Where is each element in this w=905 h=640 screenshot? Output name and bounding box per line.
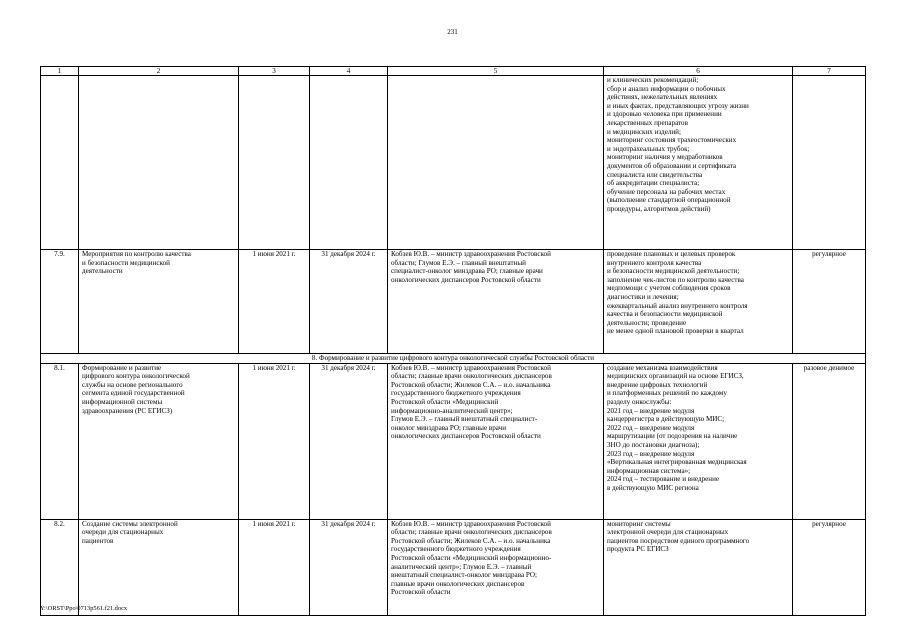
text-line: очереди для стационарных xyxy=(82,528,164,537)
file-path-footer: Y:\ORST\Ppo\0713p561.f21.docx xyxy=(40,605,128,612)
text-line: мониторинг состояния трахеостомических xyxy=(607,136,737,145)
text-line: и эндотрахеальных трубок; xyxy=(607,144,690,153)
text-line: и медицинских изделий; xyxy=(607,127,681,136)
activity-type: разовое денимое xyxy=(793,363,866,519)
text-line: информационной системы xyxy=(82,397,163,406)
text-line: диагностики и лечения; xyxy=(607,292,679,301)
start-date: 1 июня 2021 г. xyxy=(239,250,310,354)
text-line: Глумов Е.Э. – главный внештатный специалист- xyxy=(391,415,538,424)
text-line: онкологических диспансеров Ростовской области xyxy=(391,432,541,441)
column-number-row xyxy=(41,67,866,76)
text-line: области; главные врачи онкологических диспансеров xyxy=(391,372,552,381)
text-line: государственного бюджетного учреждения xyxy=(391,389,521,398)
col-header-3: 3 xyxy=(239,67,310,76)
text-line: специалиста или свидетельства xyxy=(607,170,703,179)
text-line: обучение персонала на рабочих местах xyxy=(607,187,726,196)
cell-result xyxy=(604,76,793,250)
col-header-4: 4 xyxy=(310,67,388,76)
col-header-5: 5 xyxy=(388,67,604,76)
text-line: и клинических рекомендаций; xyxy=(607,76,699,84)
start-date: 1 июня 2021 г. xyxy=(239,363,310,519)
text-line: онкологических диспансеров Ростовской области xyxy=(391,275,541,284)
cell-num xyxy=(41,76,79,250)
text-line: мониторинг системы xyxy=(607,519,671,528)
text-line: Ростовской области «Медицинский информационно- xyxy=(391,553,552,562)
text-line: информационная система»; xyxy=(607,466,691,475)
text-line: внештатный специалист-онколог минздрава РО; xyxy=(391,571,537,580)
start-date: 1 июня 2021 г. xyxy=(239,519,310,615)
text-line: информационно-аналитический центр»; xyxy=(391,406,513,415)
text-line: продукта РС ЕГИСЗ xyxy=(607,545,669,554)
activity-name xyxy=(79,250,239,354)
text-line: Кобзев Ю.В. – министр здравоохранения Ростовской xyxy=(391,250,551,258)
text-line: сбор и анализ информации о побочных xyxy=(607,84,726,93)
text-line: Ростовской области; Жилеков С.А. – и.о. начальника xyxy=(391,380,551,389)
text-line: маршрутизации (от подозрения на наличие xyxy=(607,432,738,441)
continuation-row xyxy=(41,76,866,250)
result xyxy=(604,363,793,519)
text-line: онколог минздрава РО; главные врачи xyxy=(391,423,506,432)
text-line: ежеквартальный анализ внутреннего контроля xyxy=(607,301,748,310)
text-line: лекарственных препаратов xyxy=(607,118,688,127)
text-line: медицинских организаций на основе ЕГИСЗ, xyxy=(607,372,744,381)
responsible xyxy=(388,519,604,615)
text-line: процедуры, алгоритмов действий) xyxy=(607,204,711,213)
col-header-2: 2 xyxy=(79,67,239,76)
text-line: цифрового контура онкологической xyxy=(82,372,190,381)
text-line: не менее одной плановой проверки в квартал xyxy=(607,327,744,336)
table-row xyxy=(41,363,866,519)
text-line: и безопасности медицинской деятельности; xyxy=(607,267,740,276)
text-line: и иных фактах, представляющих угрозу жизни xyxy=(607,101,749,110)
text-line: и платформенных решений по каждому xyxy=(607,389,727,398)
text-line: ЗНО до постановки диагноза); xyxy=(607,440,700,449)
cell-name xyxy=(79,76,239,250)
end-date: 31 декабря 2024 г. xyxy=(310,519,388,615)
text-line: Мероприятия по контролю качества xyxy=(82,250,191,258)
text-line: 2024 год – тестирование и внедрение xyxy=(607,475,720,484)
page-number: 231 xyxy=(447,28,458,36)
text-line: Создание системы электронной xyxy=(82,519,178,528)
cell-start xyxy=(239,76,310,250)
cell-type xyxy=(793,76,866,250)
text-line: деятельности xyxy=(82,267,123,276)
end-date: 31 декабря 2024 г. xyxy=(310,363,388,519)
responsible xyxy=(388,250,604,354)
text-line: и здоровью человека при применении xyxy=(607,110,722,119)
text-line: электронной очереди для стационарных xyxy=(607,528,729,537)
text-line: Кобзев Ю.В. – министр здравоохранения Ростовской xyxy=(391,519,551,528)
text-line: об аккредитации специалиста; xyxy=(607,179,700,188)
text-line: главные врачи онкологических диспансеров xyxy=(391,579,525,588)
cell-responsible xyxy=(388,76,604,250)
text-line: области; Глумов Е.Э. – главный внештатный xyxy=(391,258,526,267)
text-line: медпомощи с учетом соблюдения сроков xyxy=(607,284,731,293)
result xyxy=(604,250,793,354)
text-line: специалист-онколог минздрава РО; главные врачи xyxy=(391,267,543,276)
text-line: аналитический центр»; Глумов Е.Э. – главный xyxy=(391,562,532,571)
text-line: качества и безопасности медицинской xyxy=(607,310,723,319)
text-line: заполнение чек-листов по контролю качества xyxy=(607,275,744,284)
text-line: Кобзев Ю.В. – министр здравоохранения Ростовской xyxy=(391,363,551,372)
activity-name xyxy=(79,363,239,519)
text-line: «Вертикальная интегрированная медицинская xyxy=(607,458,747,467)
text-line: Формирование и развитие xyxy=(82,363,162,372)
col-header-1: 1 xyxy=(41,67,79,76)
text-line: внедрение цифровых технологий xyxy=(607,380,708,389)
text-line: 2021 год – внедрение модуля xyxy=(607,406,695,415)
plan-table xyxy=(40,66,866,616)
text-line: (выполнение стандартной операционной xyxy=(607,196,731,205)
activity-name xyxy=(79,519,239,615)
section-heading: 8. Формирование и развитие цифрового контура онкологической службы Ростовской области xyxy=(41,354,866,364)
text-line: мониторинг наличия у медработников xyxy=(607,153,723,162)
text-line: документов об образовании и сертификата xyxy=(607,161,737,170)
text-line: пациентов xyxy=(82,536,114,545)
activity-type: регулярное xyxy=(793,250,866,354)
text-line: Ростовской области; Жилеков С.А. – и.о. начальника xyxy=(391,536,551,545)
text-line: Ростовской области xyxy=(391,588,451,597)
text-line: 2023 год – внедрение модуля xyxy=(607,449,695,458)
text-line: проведение плановых и целевых проверок xyxy=(607,250,736,258)
result xyxy=(604,519,793,615)
table-row xyxy=(41,250,866,354)
text-line: здравоохранения (РС ЕГИСЗ) xyxy=(82,406,173,415)
text-line: и безопасности медицинской xyxy=(82,258,170,267)
responsible xyxy=(388,363,604,519)
text-line: канцеррегистра в действующую МИС; xyxy=(607,415,725,424)
text-line: создание механизма взаимодействия xyxy=(607,363,718,372)
text-line: 2022 год – внедрение модуля xyxy=(607,423,695,432)
text-line: действиях, нежелательных явлениях xyxy=(607,93,718,102)
end-date: 31 декабря 2024 г. xyxy=(310,250,388,354)
text-line: службы на основе регионального xyxy=(82,380,183,389)
text-line: деятельности; проведение xyxy=(607,318,687,327)
text-line: сегмента единой государственной xyxy=(82,389,185,398)
text-line: внутреннего контроля качества xyxy=(607,258,702,267)
text-line: в действующую МИС региона xyxy=(607,483,699,492)
text-line: государственного бюджетного учреждения xyxy=(391,545,521,554)
section-heading-row xyxy=(41,354,866,364)
text-line: пациентов посредством единого программного xyxy=(607,536,750,545)
cell-end xyxy=(310,76,388,250)
row-number: 7.9. xyxy=(41,250,79,354)
text-line: Ростовской области «Медицинский xyxy=(391,397,499,406)
row-number: 8.2. xyxy=(41,519,79,615)
col-header-7: 7 xyxy=(793,67,866,76)
text-line: области; главные врачи онкологических диспансеров xyxy=(391,528,552,537)
col-header-6: 6 xyxy=(604,67,793,76)
table-row xyxy=(41,519,866,615)
text-line: разделу онкослужбы: xyxy=(607,397,672,406)
activity-type: регулярное xyxy=(793,519,866,615)
row-number: 8.1. xyxy=(41,363,79,519)
